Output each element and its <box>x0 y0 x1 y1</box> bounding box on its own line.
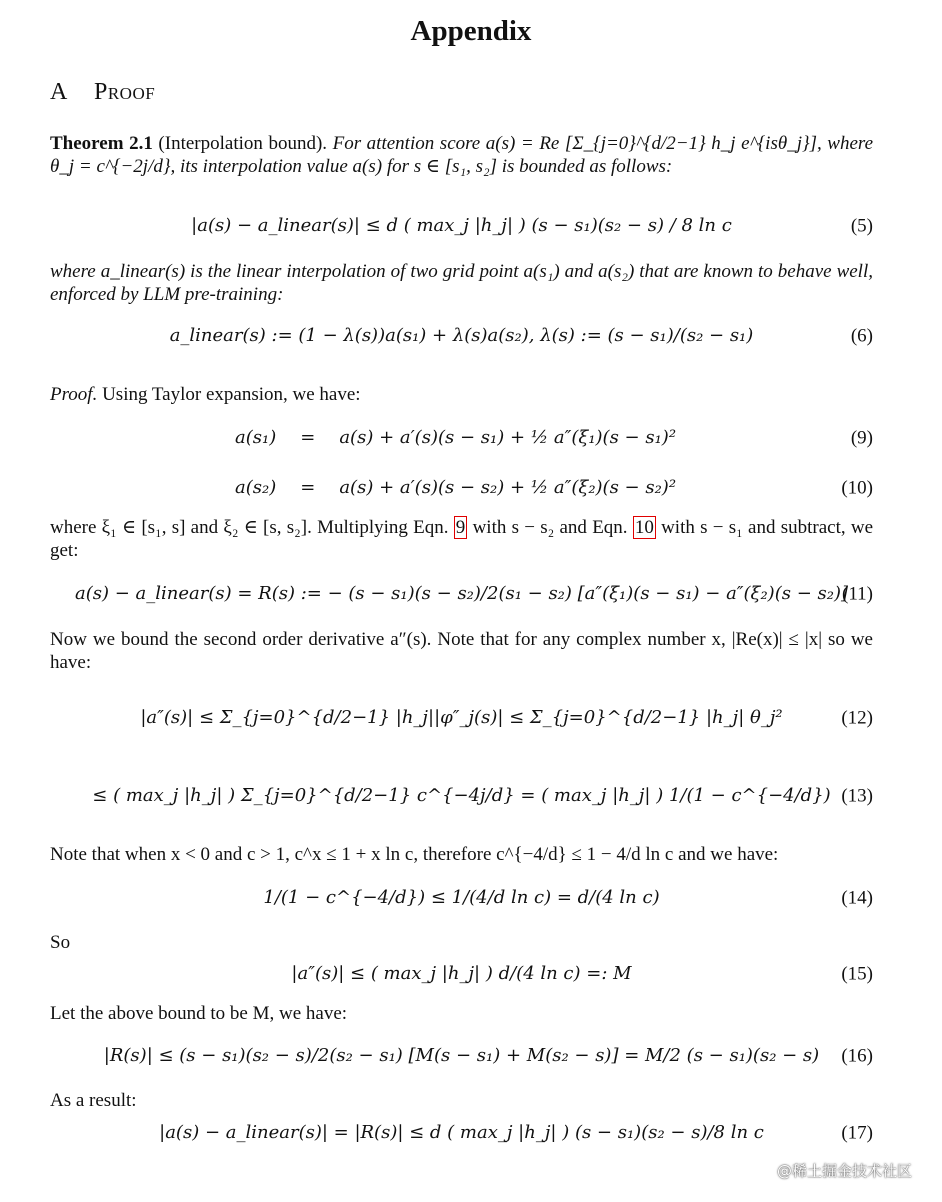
equation-15 <box>50 944 873 1004</box>
proof-intro-text: Using Taylor expansion, we have: <box>102 384 361 405</box>
equation-17-number: (17) <box>841 1122 873 1144</box>
appendix-title: Appendix <box>410 15 532 47</box>
multiplying-text-c: with s − s₁ and subtract, we get: <box>50 517 874 562</box>
equation-13-body: ≤ ( max_j |h_j| ) Σ_{j=0}^{d/2−1} c^{−4j/d} = ( max_j |h_j| ) 1/(1 − c^{−4/d}) <box>92 785 831 807</box>
equation-17 <box>50 1103 873 1163</box>
equation-9-rhs: a(s) + a′(s)(s − s₁) + ½ a″(ξ₁)(s − s₁)² <box>339 427 677 449</box>
equation-14-body: 1/(1 − c^{−4/d}) ≤ 1/(4/d ln c) = d/(4 ln c) <box>263 887 660 909</box>
let-paragraph: Let the above bound to be M, we have: <box>50 1003 348 1024</box>
watermark: @稀土掘金技术社区 <box>776 1161 912 1180</box>
equation-14-number: (14) <box>841 887 873 909</box>
equation-9-lhs: a(s₁) <box>235 427 277 449</box>
equation-10-lhs: a(s₂) <box>235 477 277 499</box>
equation-5 <box>50 196 873 256</box>
section-heading <box>50 78 155 107</box>
equation-9-number: (9) <box>850 427 873 449</box>
theorem-line1: For attention score a(s) = Re [Σ_{j=0}^{d/2−1} h_j e^{isθ_j}], where θ_j = <box>50 133 874 178</box>
proof-label: Proof. <box>50 384 98 405</box>
note-paragraph: Note that when x < 0 and c > 1, c^x ≤ 1 + x ln c, therefore c^{−4/d} ≤ 1 − 4/d ln c and we have: <box>50 844 779 865</box>
equation-5-body: |a(s) − a_linear(s)| ≤ d ( max_j |h_j| ) (s − s₁)(s₂ − s) / 8 ln c <box>191 215 732 237</box>
multiplying-text-b: with s − s₂ and Eqn. <box>472 517 628 538</box>
equation-15-body: |a″(s)| ≤ ( max_j |h_j| ) d/(4 ln c) =: M <box>291 963 632 985</box>
equation-15-number: (15) <box>841 963 873 985</box>
equation-10: a(s₂) = a(s) + a′(s)(s − s₂) + ½ a″(ξ₂)(s − s₂)² (10) <box>235 477 873 499</box>
equation-16-number: (16) <box>841 1045 873 1067</box>
equation-12-body: |a″(s)| ≤ Σ_{j=0}^{d/2−1} |h_j||φ″_j(s)| ≤ Σ_{j=0}^{d/2−1} |h_j| θ_j² <box>140 707 783 729</box>
so-text: So <box>50 932 71 953</box>
equation-11-body: a(s) − a_linear(s) = R(s) := − (s − s₁)(s − s₂)/2(s₁ − s₂) [a″(ξ₁)(s − s₁) − a″(ξ₂)(s − s₂)] <box>75 583 848 605</box>
equation-5-number: (5) <box>850 215 873 237</box>
equation-10-rhs: a(s) + a′(s)(s − s₂) + ½ a″(ξ₂)(s − s₂)² <box>339 477 677 499</box>
theorem-name: (Interpolation bound). <box>158 133 328 154</box>
theorem-label: Theorem 2.1 <box>50 133 153 154</box>
equation-12 <box>50 688 873 748</box>
equation-13-number: (13) <box>841 785 873 807</box>
equation-11 <box>50 564 873 624</box>
equation-13 <box>50 766 873 826</box>
multiplying-text-a: where ξ₁ ∈ [s₁, s] and ξ₂ ∈ [s, s₂]. Multiplying Eqn. <box>50 517 449 538</box>
equation-6-number: (6) <box>850 325 873 347</box>
equation-16-body: |R(s)| ≤ (s − s₁)(s₂ − s)/2(s₂ − s₁) [M(s − s₁) + M(s₂ − s)] = M/2 (s − s₁)(s₂ − s) <box>103 1045 820 1067</box>
proof-intro <box>50 383 873 406</box>
equation-17-body: |a(s) − a_linear(s)| = |R(s)| ≤ d ( max_j |h_j| ) (s − s₁)(s₂ − s)/8 ln c <box>159 1122 764 1144</box>
section-letter: A <box>50 79 68 105</box>
equation-11-number: (11) <box>842 583 873 605</box>
bound-paragraph: Now we bound the second order derivative a″(s). Note that for any complex number x, |Re(x)| ≤ |x| so we have: <box>50 629 873 674</box>
multiplying-paragraph <box>50 516 873 562</box>
equation-10-number: (10) <box>841 477 873 499</box>
equation-16 <box>50 1026 873 1086</box>
theorem-statement <box>50 132 873 178</box>
eqn-10-link[interactable]: 10 <box>634 517 654 538</box>
eqn-9-link[interactable]: 9 <box>455 517 466 538</box>
section-name: Proof <box>94 79 156 105</box>
equation-12-number: (12) <box>841 707 873 729</box>
equation-6 <box>50 306 873 366</box>
result-paragraph: As a result: <box>50 1090 137 1111</box>
equation-6-body: a_linear(s) := (1 − λ(s))a(s₁) + λ(s)a(s₂), λ(s) := (s − s₁)/(s₂ − s₁) <box>169 325 754 347</box>
theorem-line2: c^{−2j/d}, its interpolation value a(s) for s ∈ [s₁, s₂] is bounded as follows: <box>96 156 673 178</box>
where-linear-paragraph: where a_linear(s) is the linear interpolation of two grid point a(s₁) and a(s₂) that are known to behave well, enforced by LLM pre-training: <box>50 261 873 306</box>
equation-9: a(s₁) = a(s) + a′(s)(s − s₁) + ½ a″(ξ₁)(s − s₁)² (9) <box>235 427 873 449</box>
equation-14 <box>50 868 873 928</box>
